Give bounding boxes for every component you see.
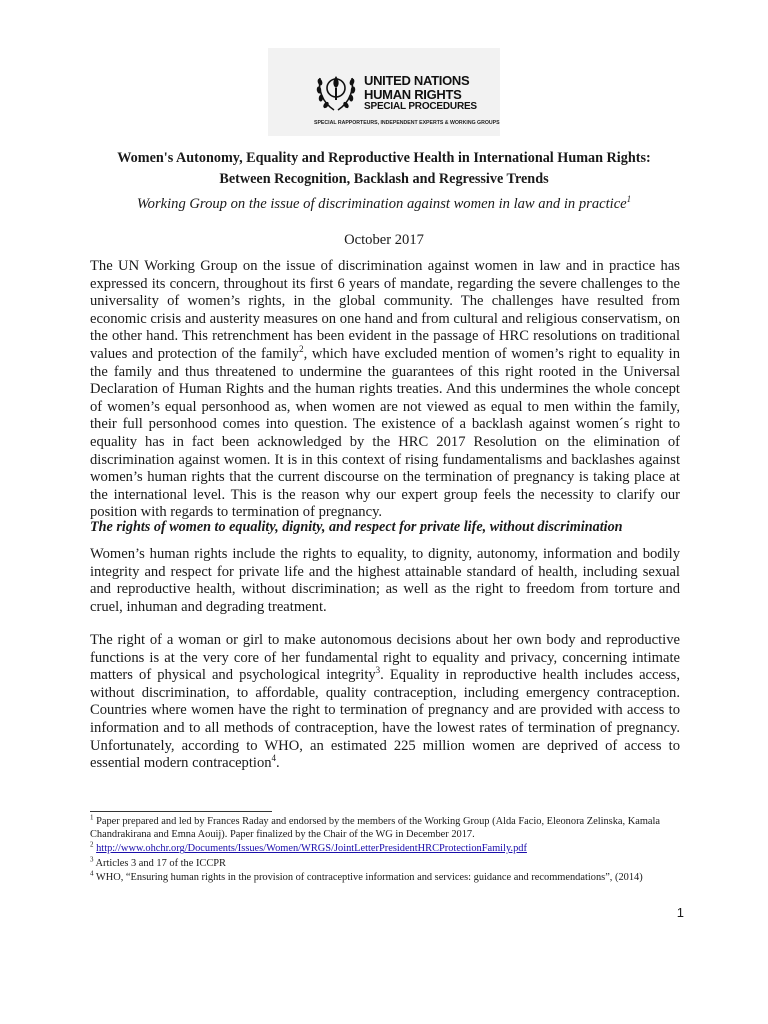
document-subtitle: [80, 194, 688, 214]
footnote-number: 4: [90, 869, 94, 878]
footnote-ref-1[interactable]: 1: [626, 194, 632, 205]
title-line-1: Women's Autonomy, Equality and Reproductive Health in International Human Rights:: [117, 150, 651, 166]
logo-wordmark: [364, 74, 477, 112]
logo-line-human-rights: HUMAN RIGHTS: [364, 87, 462, 102]
footnote-2: [90, 842, 690, 855]
document-date: October 2017: [344, 232, 424, 248]
logo-line-un: UNITED NATIONS: [364, 73, 470, 88]
paragraph-autonomy-part-b: . Equality in reproductive health includes access, without discrimination, to affordable, quality contraception, including emergency contraception. Countries where women have the right to termination of pregnancy and are provided with access to information and to all methods of contraception, have the lowest rates of termination of pregnancy. Unfortunately, according to WHO, an estimated 225 million women are deprived of access to essential modern contraception: [90, 667, 680, 772]
footnote-text: WHO, “Ensuring human rights in the provision of contraceptive information and services: guidance and recommendations”, (2014): [93, 871, 643, 883]
logo-line-special-procedures: SPECIAL PROCEDURES: [364, 101, 477, 112]
footnote-ref-4[interactable]: 4: [271, 753, 277, 764]
footnote-4: [90, 871, 690, 884]
un-logo-banner: [268, 48, 500, 136]
paragraph-intro-part-a: The UN Working Group on the issue of discrimination against women in law and in practice has expressed its concern, throughout its first 6 years of mandate, regarding the severe challenges to the universality of women’s rights, in the global community. The challenges have resulted from economic crisis and austerity measures on one hand and from cultural and religious conservatism, on the other hand. This retrenchment has been evident in the passage of HRC resolutions on traditional values and protection of the family: [90, 258, 680, 362]
footnote-text: Paper prepared and led by Frances Raday and endorsed by the members of the Working Group (Alda Facio, Eleonora Zelinska, Kamala Chandrakirana and Emna Aouij). Paper finalized by the Chair of the WG in December 2017.: [90, 816, 661, 841]
footnote-1: [90, 815, 690, 841]
paragraph-autonomy-part-a: The right of a woman or girl to make autonomous decisions about her own body and reproductive functions is at the very core of her fundamental right to equality and privacy, concerning intimate matters of physical and psychological integrity: [90, 632, 680, 684]
footnote-3: [90, 857, 690, 870]
paragraph-rights: Women’s human rights include the rights to equality, to dignity, autonomy, information and bodily integrity and respect for private life and the highest attainable standard of health, including sexual and reproductive health, without discrimination; as well as the right to freedom from torture and cruel, inhuman and degrading treatment.: [90, 546, 680, 615]
document-title: [80, 148, 688, 190]
footnote-number: 1: [90, 813, 94, 822]
paragraph-intro-part-b: , which have excluded mention of women’s right to equality in the family and thus threatened to undermine the guarantees of this right rooted in the Universal Declaration of Human Rights and the human rights treaties. And this undermines the whole concept of women’s equal personhood as, when women are not viewed as equal to men within the family, their full personhood comes into question. The existence of a backlash against women´s right to equality has in fact been acknowledged by the HRC 2017 Resolution on the elimination of discrimination against women. It is in this context of rising fundamentalisms and backlashes against women’s human rights that the current discourse on the termination of pregnancy is taking place at the international level. This is the reason why our expert group feels the necessity to clarify our position with regards to termination of pregnancy.: [90, 345, 681, 521]
paragraph-intro: [90, 258, 680, 522]
section-heading: The rights of women to equality, dignity, and respect for private life, without discrimination: [90, 519, 623, 535]
subtitle-text: Working Group on the issue of discrimination against women in law and in practice: [136, 196, 627, 212]
footnote-link[interactable]: http://www.ohchr.org/Documents/Issues/Women/WRGS/JointLetterPresidentHRCProtectionFamily.pdf: [96, 843, 527, 855]
un-emblem-icon: [314, 68, 358, 116]
title-line-2: Between Recognition, Backlash and Regressive Trends: [219, 171, 549, 187]
footnote-text: Articles 3 and 17 of the ICCPR: [93, 857, 226, 869]
page-number: 1: [676, 905, 684, 920]
footnotes: [90, 815, 690, 885]
paragraph-autonomy-part-c: .: [276, 755, 280, 772]
logo-subtitle: SPECIAL RAPPORTEURS, INDEPENDENT EXPERTS & WORKING GROUPS: [314, 120, 500, 126]
footnote-number: 2: [90, 840, 94, 849]
footnote-number: 3: [90, 855, 94, 864]
footnote-ref-2[interactable]: 2: [299, 344, 304, 355]
footnote-divider: [90, 811, 272, 812]
footnote-ref-3[interactable]: 3: [375, 665, 381, 676]
paragraph-autonomy: [90, 632, 680, 773]
